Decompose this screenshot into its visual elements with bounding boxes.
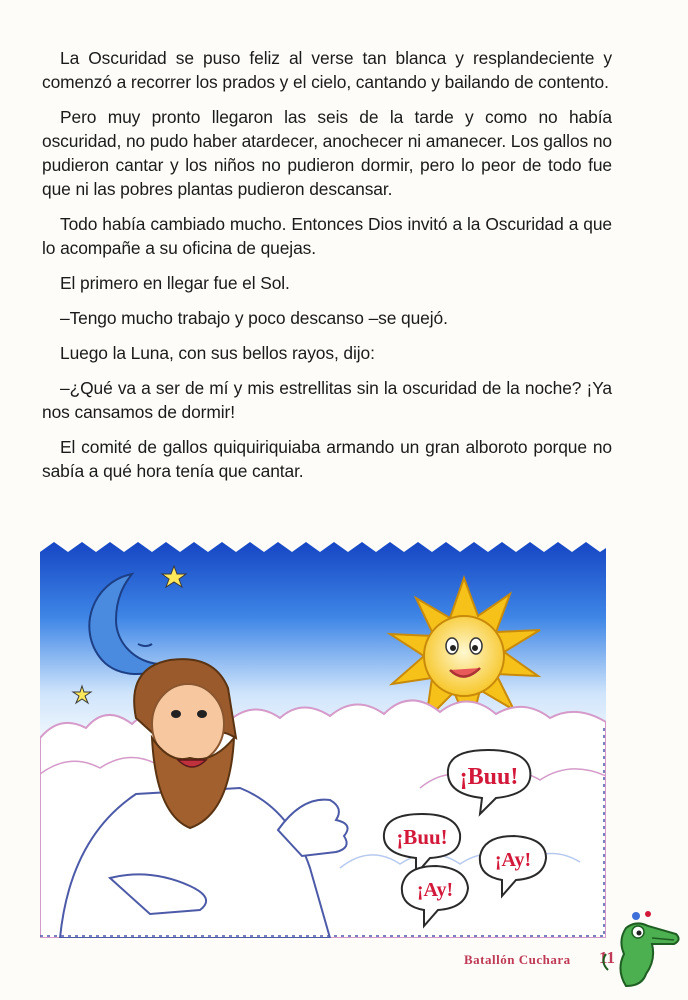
paragraph-2: Pero muy pronto llegaron las seis de la tarde y como no había oscuridad, no pudo haber atardecer, anochecer ni amanecer. Los gallos no pudieron cantar y los niños no pudieron dormir, pero lo peor de todo fue que ni las pobres plantas pudieron descansar. (42, 107, 612, 199)
paragraph-5: –Tengo mucho trabajo y poco descanso –se quejó. (60, 308, 448, 328)
story-illustration (40, 538, 606, 938)
paragraph-3: Todo había cambiado mucho. Entonces Dios invitó a la Oscuridad a que lo acompañe a su oficina de quejas. (42, 214, 612, 258)
paragraph-1: La Oscuridad se puso feliz al verse tan blanca y resplandeciente y comenzó a recorrer los prados y el cielo, cantando y bailando de contento. (42, 48, 612, 92)
bubble-text: ¡Ay! (416, 879, 454, 901)
paragraph-7: –¿Qué va a ser de mí y mis estrellitas sin la oscuridad de la noche? ¡Ya nos cansamos de dormir! (42, 378, 612, 422)
page-number: 11 (599, 948, 616, 967)
paragraph-4: El primero en llegar fue el Sol. (60, 273, 290, 293)
bubble-text: ¡Buu! (396, 825, 448, 849)
story-text (42, 46, 612, 494)
book-title: Batallón Cuchara (464, 952, 571, 967)
paragraph-8: El comité de gallos quiquiriquiaba armando un gran alboroto porque no sabía a qué hora tenía que cantar. (42, 437, 612, 481)
crocodile-mascot-icon (596, 900, 684, 992)
paragraph-6: Luego la Luna, con sus bellos rayos, dijo: (60, 343, 375, 363)
bubble-text: ¡Buu! (459, 764, 519, 790)
bubble-text: ¡Ay! (494, 849, 532, 871)
